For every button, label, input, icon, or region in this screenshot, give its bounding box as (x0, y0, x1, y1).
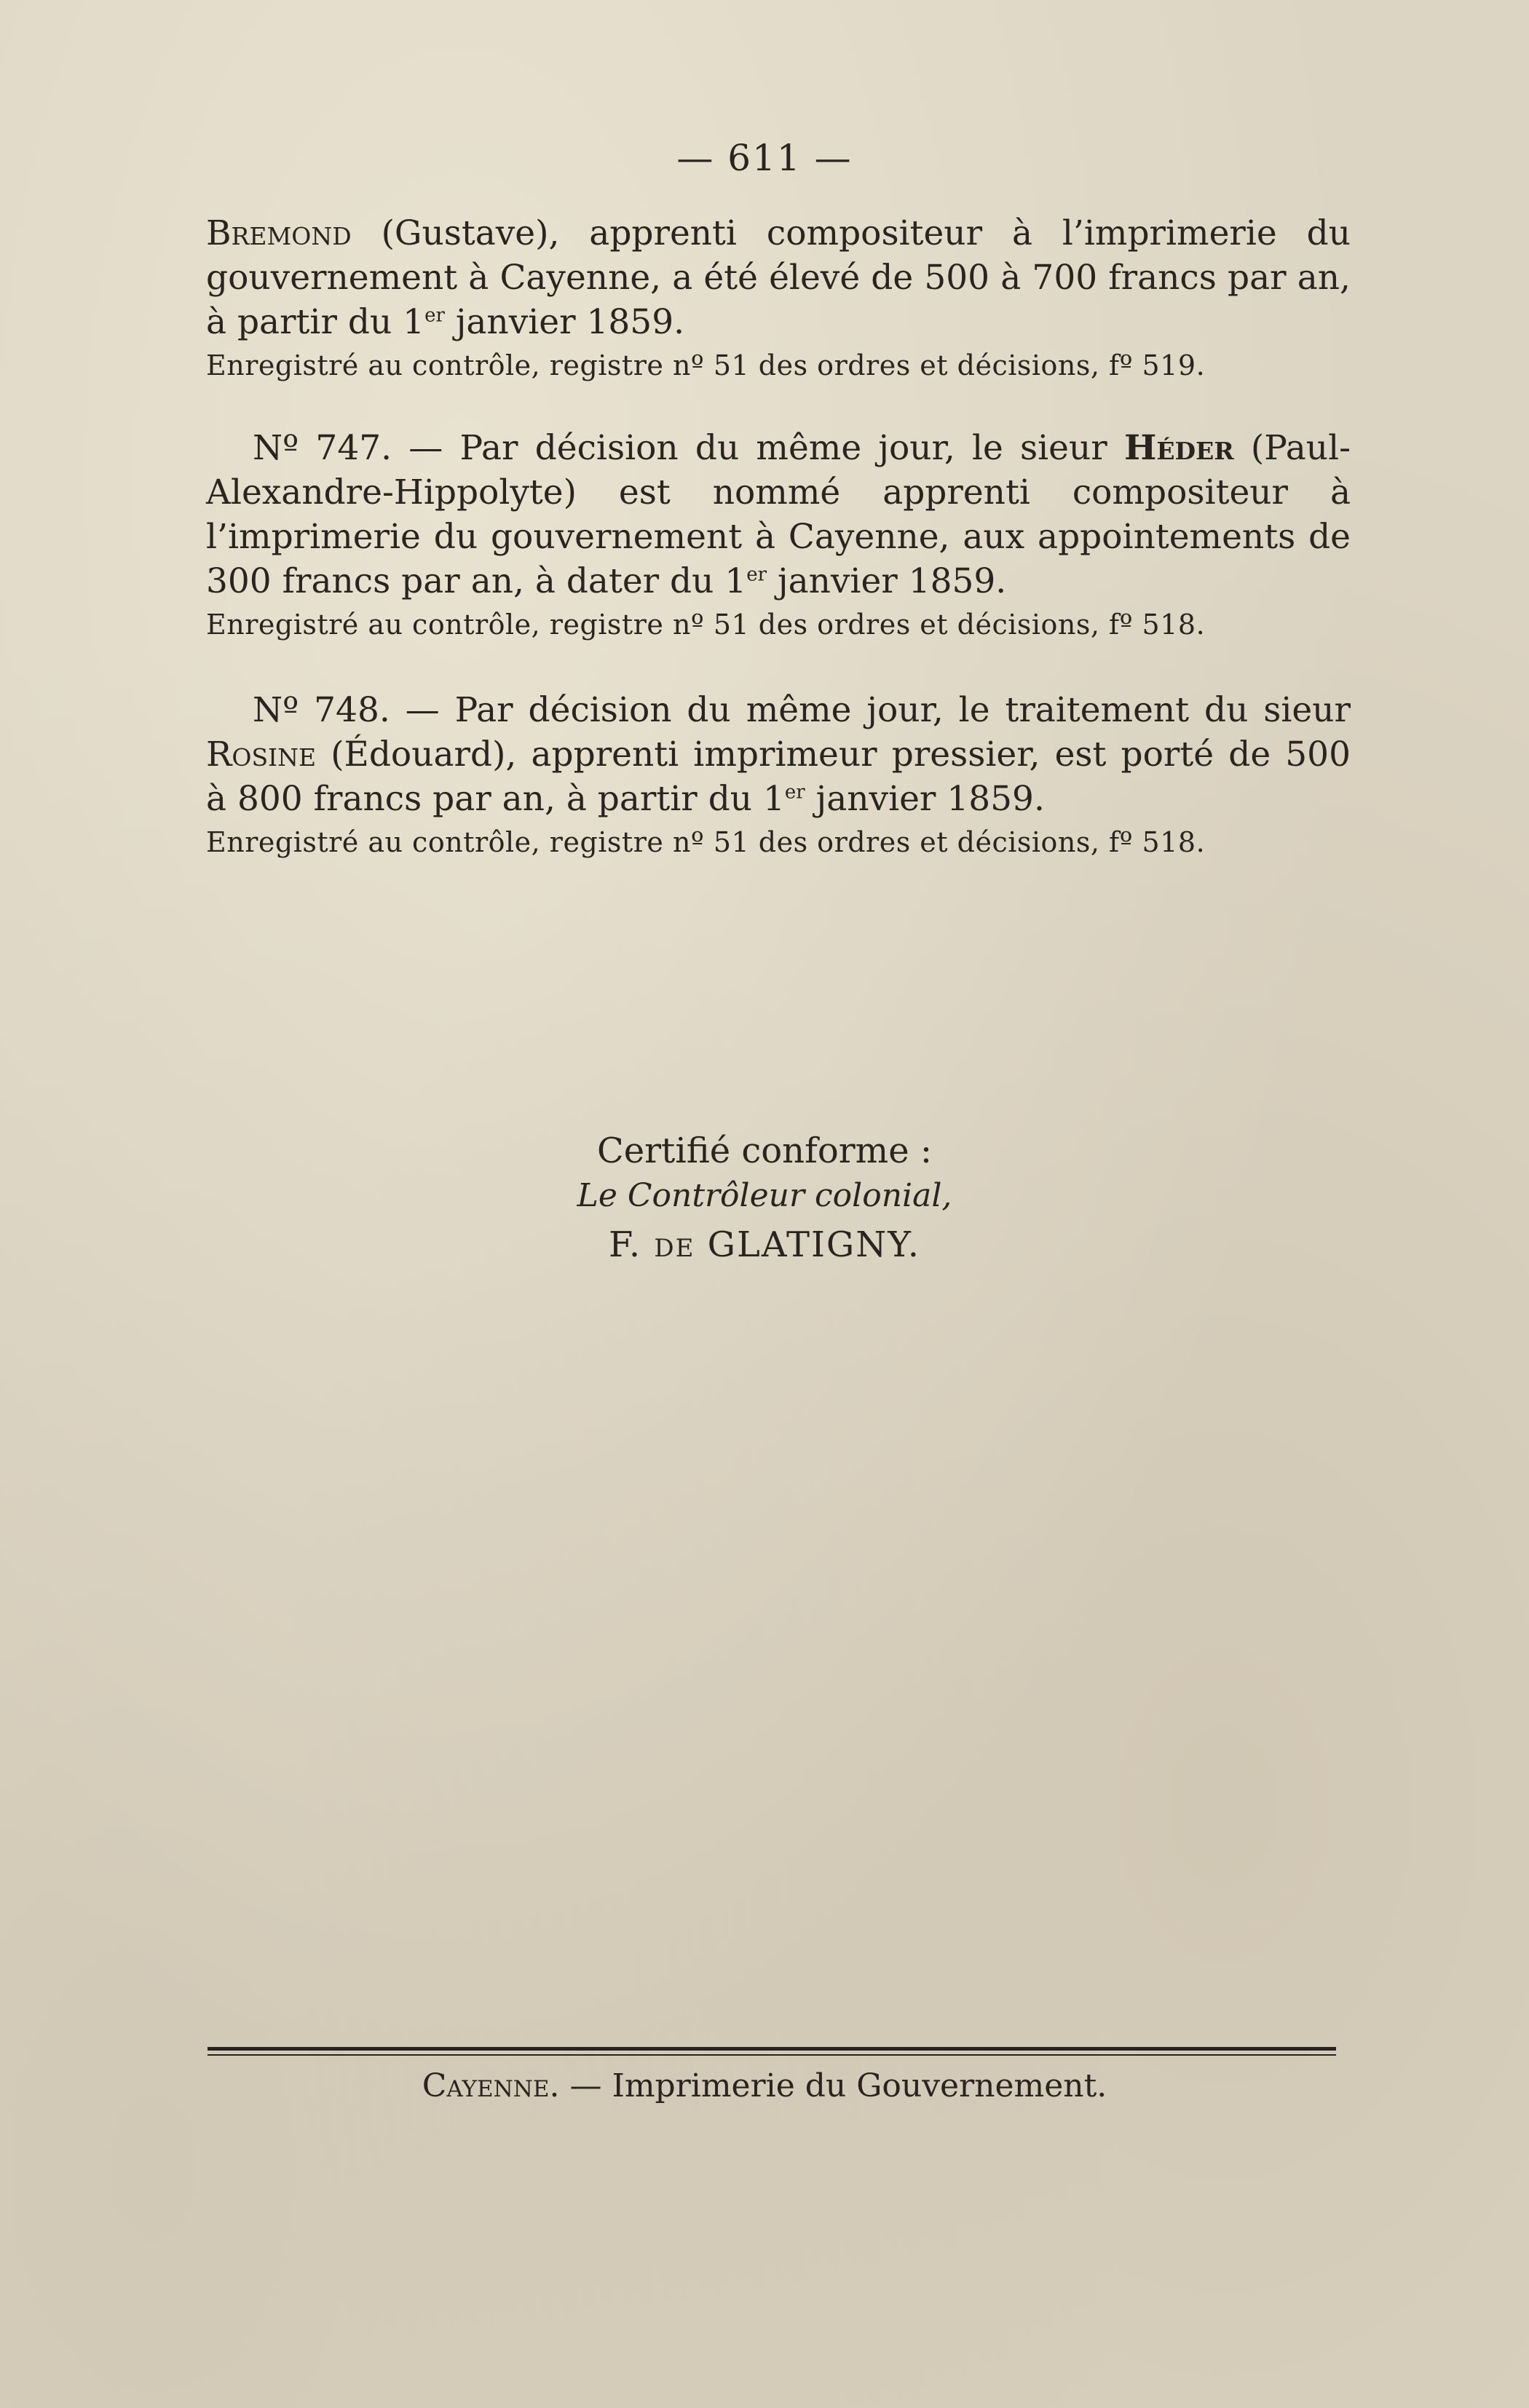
imprint-place: Cayenne. (422, 2067, 560, 2104)
entry-text (206, 426, 1351, 603)
registration-note: Enregistré au contrôle, registre nº 51 des ordres et décisions, fº 519. (206, 349, 1206, 381)
entry-date: janvier 1859. (805, 779, 1045, 819)
certification-line: Certifié conforme : (596, 1130, 933, 1171)
signatory-name (0, 1221, 1529, 1268)
ordinal-suffix: er (784, 781, 805, 804)
registration-note: Enregistré au contrôle, registre nº 51 des ordres et décisions, fº 518. (206, 826, 1206, 858)
printer-imprint (0, 2066, 1529, 2107)
entry-748 (206, 688, 1351, 859)
entry-intro: — Par décision du même jour, le traitement du sieur (390, 690, 1351, 730)
imprint-text: — Imprimerie du Gouvernement. (559, 2067, 1107, 2104)
certification-block (0, 1128, 1529, 1268)
entry-text (206, 211, 1351, 344)
ordinal-suffix: er (424, 304, 445, 327)
entry-body: (Paul-Alexandre-Hippolyte) est nommé apprenti compositeur à l’imprimerie du gouvernement à Cayenne, aux appointements de 300 francs par an, à dater du 1 (206, 428, 1351, 601)
signatory-particle: de (654, 1224, 695, 1265)
entry-bremond (206, 211, 1351, 382)
entry-date: janvier 1859. (444, 302, 685, 342)
entry-date: janvier 1859. (767, 561, 1007, 601)
signatory-initial: F. (608, 1224, 655, 1265)
person-name: Bremond (206, 213, 352, 253)
entry-747 (206, 426, 1351, 641)
ordinal-suffix: er (746, 563, 767, 586)
decision-number: Nº 747. (253, 428, 392, 468)
footer-rule-thin (208, 2054, 1336, 2056)
page-number: — 611 — (676, 137, 853, 179)
signatory-surname: GLATIGNY. (695, 1224, 921, 1265)
signatory-title: Le Contrôleur colonial, (577, 1177, 952, 1214)
registration-note: Enregistré au contrôle, registre nº 51 des ordres et décisions, fº 518. (206, 609, 1206, 641)
footer-rule-thick (208, 2047, 1336, 2051)
decision-number: Nº 748. (253, 690, 390, 730)
entry-body: (Édouard), apprenti imprimeur pressier, est porté de 500 à 800 francs par an, à partir du 1 (206, 734, 1351, 819)
person-name: Héder (1123, 428, 1234, 468)
entry-body: (Gustave), apprenti compositeur à l’imprimerie du gouvernement à Cayenne, a été élevé de 500 à 700 francs par an, à partir du 1 (206, 213, 1351, 342)
entry-text (206, 688, 1351, 821)
entry-intro: — Par décision du même jour, le sieur (392, 428, 1124, 468)
person-name: Rosine (206, 734, 317, 775)
